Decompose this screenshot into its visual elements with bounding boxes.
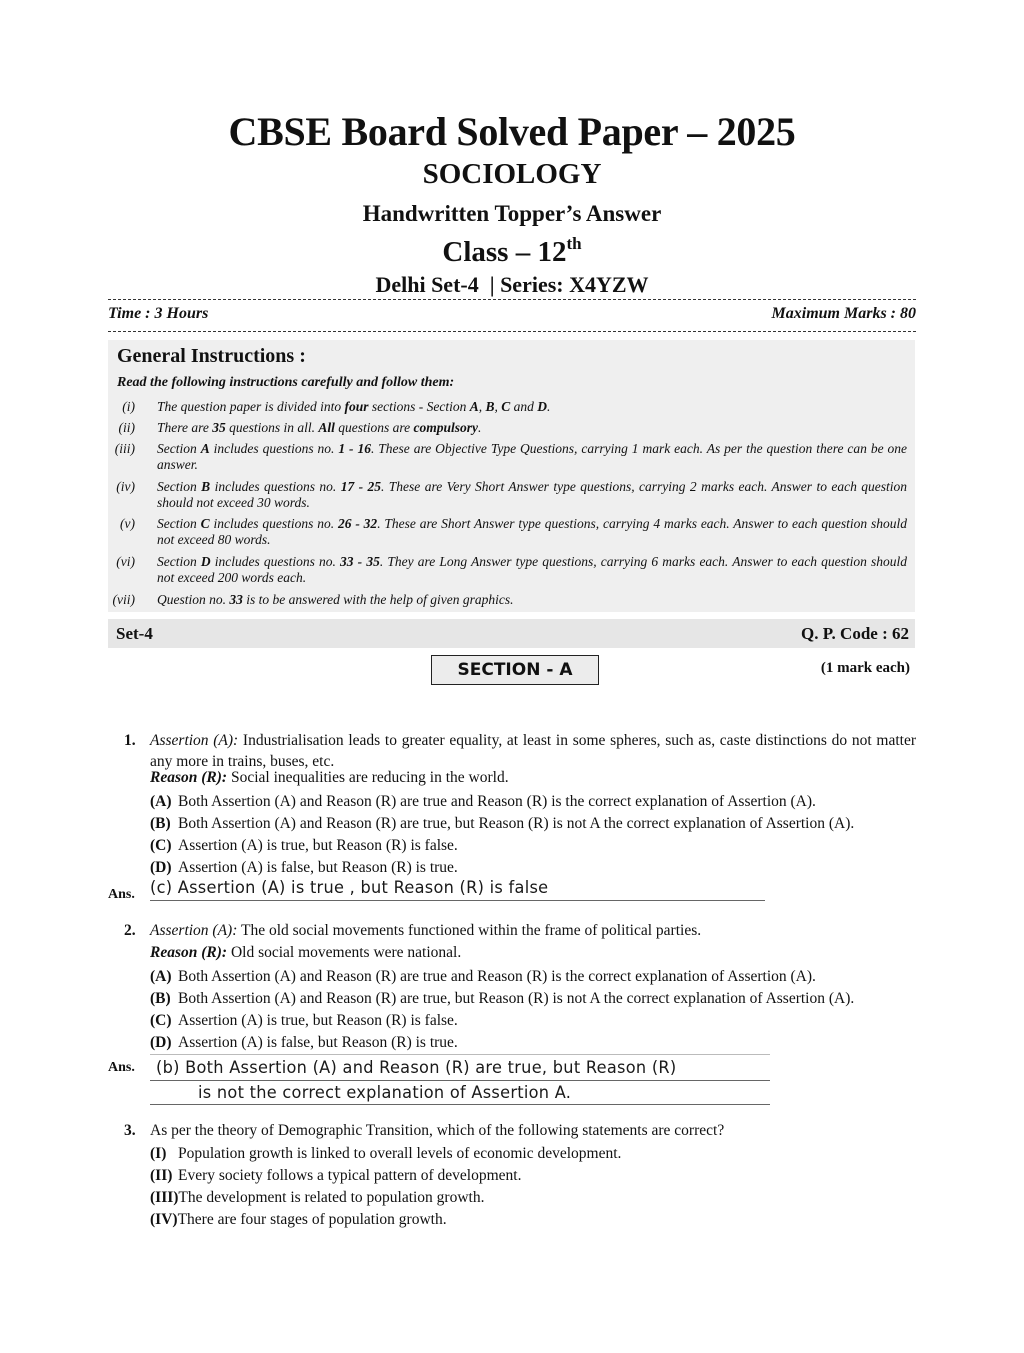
- assertion-text: [150, 920, 916, 941]
- dashed-divider: [108, 299, 916, 300]
- class-superscript: th: [566, 234, 582, 253]
- option-b: [150, 988, 854, 1009]
- instruction-number: (vi): [116, 554, 135, 569]
- section-marks-note: (1 mark each): [820, 660, 910, 676]
- option-key: (B): [150, 815, 171, 832]
- instruction-number: (iii): [114, 441, 135, 456]
- instruction-text: Section C includes questions no. 26 - 32. These are Short Answer type questions, carrying 4 marks each. Answer to each question should not exceed 80 words.: [157, 516, 907, 547]
- instruction-number: (v): [120, 516, 135, 531]
- set-code-bar: [108, 619, 915, 648]
- option-key: (II): [150, 1167, 173, 1184]
- reason-text: [150, 767, 916, 788]
- statement-ii: [150, 1165, 521, 1186]
- option-text: Both Assertion (A) and Reason (R) are true and Reason (R) is the correct explanation of Assertion (A).: [178, 968, 816, 985]
- reason-body: Old social movements were national.: [227, 944, 462, 961]
- statement-i: [150, 1143, 621, 1164]
- option-key: (C): [150, 837, 172, 854]
- answer-label: Ans.: [108, 887, 135, 902]
- instruction-text: There are 35 questions in all. All questions are compulsory.: [157, 420, 482, 435]
- option-text: Assertion (A) is true, but Reason (R) is false.: [178, 1012, 458, 1029]
- time-marks-row: [108, 305, 916, 323]
- instruction-number: (ii): [118, 420, 135, 435]
- question-number: 3.: [124, 1122, 136, 1139]
- instruction-number: (vii): [112, 592, 135, 607]
- option-c: [150, 1010, 458, 1031]
- option-text: Both Assertion (A) and Reason (R) are true and Reason (R) is the correct explanation of Assertion (A).: [178, 793, 816, 810]
- option-d: [150, 1032, 458, 1053]
- instruction-number: (iv): [116, 479, 135, 494]
- assertion-label: Assertion (A):: [150, 732, 239, 749]
- assertion-text: [150, 730, 916, 772]
- option-a: [150, 791, 816, 812]
- reason-text: [150, 942, 916, 963]
- question-paper-code: Q. P. Code : 62: [801, 624, 909, 643]
- instructions-title: General Instructions :: [117, 345, 306, 367]
- instruction-text: Section B includes questions no. 17 - 25. These are Very Short Answer type questions, carrying 2 marks each. Answer to each question should not exceed 30 words.: [157, 479, 907, 510]
- instruction-text: Question no. 33 is to be answered with the help of given graphics.: [157, 592, 514, 607]
- assertion-body: The old social movements functioned within the frame of political parties.: [237, 922, 702, 939]
- general-instructions-panel: [108, 340, 915, 612]
- statement-iv: [150, 1209, 447, 1230]
- question-number: 1.: [124, 732, 136, 749]
- option-key: (IV): [150, 1211, 178, 1228]
- option-b: [150, 813, 854, 834]
- option-text: The development is related to population growth.: [178, 1189, 485, 1206]
- option-text: Population growth is linked to overall levels of economic development.: [178, 1145, 622, 1162]
- subject-heading: SOCIOLOGY: [422, 158, 602, 190]
- option-key: (B): [150, 990, 171, 1007]
- instruction-text: Section A includes questions no. 1 - 16. These are Objective Type Questions, carrying 1 mark each. As per the question there can be one answer.: [157, 441, 907, 472]
- answer-label: Ans.: [108, 1060, 135, 1075]
- class-heading: [0, 236, 1024, 269]
- set-label: Set-4: [116, 624, 153, 643]
- section-heading-box: SECTION - A: [431, 655, 599, 685]
- answer-rule: [150, 1054, 770, 1055]
- assertion-label: Assertion (A):: [150, 922, 238, 939]
- reason-body: Social inequalities are reducing in the world.: [227, 769, 509, 786]
- option-key: (A): [150, 968, 172, 985]
- reason-label: Reason (R):: [150, 769, 228, 786]
- reason-label: Reason (R):: [150, 944, 228, 961]
- option-key: (C): [150, 1012, 172, 1029]
- handwritten-answer-line-2: is not the correct explanation of Assertion A.: [198, 1083, 572, 1103]
- answer-rule: [150, 900, 765, 901]
- dashed-divider: [108, 331, 916, 332]
- option-key: (D): [150, 859, 172, 876]
- maximum-marks: Maximum Marks : 80: [771, 305, 916, 322]
- option-text: Both Assertion (A) and Reason (R) are true, but Reason (R) is not A the correct explanation of Assertion (A).: [178, 815, 855, 832]
- option-text: Both Assertion (A) and Reason (R) are true, but Reason (R) is not A the correct explanation of Assertion (A).: [178, 990, 855, 1007]
- option-key: (I): [150, 1145, 167, 1162]
- class-label: Class – 12: [442, 236, 567, 268]
- option-text: Assertion (A) is false, but Reason (R) is true.: [178, 1034, 458, 1051]
- instruction-text: The question paper is divided into four sections - Section A, B, C and D.: [157, 399, 551, 414]
- instruction-number: (i): [122, 399, 135, 414]
- question-number: 2.: [124, 922, 136, 939]
- option-a: [150, 966, 816, 987]
- option-c: [150, 835, 458, 856]
- statement-iii: [150, 1187, 484, 1208]
- option-text: Assertion (A) is false, but Reason (R) is true.: [178, 859, 458, 876]
- option-key: (A): [150, 793, 172, 810]
- instruction-text: Section D includes questions no. 33 - 35. They are Long Answer type questions, carrying 6 marks each. Answer to each question should not exceed 200 words each.: [157, 554, 907, 585]
- question-stem: As per the theory of Demographic Transition, which of the following statements are correct?: [150, 1122, 725, 1139]
- option-key: (III): [150, 1189, 179, 1206]
- instructions-lead: Read the following instructions carefully and follow them:: [117, 375, 455, 390]
- option-d: [150, 857, 458, 878]
- option-text: Every society follows a typical pattern of development.: [178, 1167, 522, 1184]
- option-text: There are four stages of population growth.: [177, 1211, 447, 1228]
- option-key: (D): [150, 1034, 172, 1051]
- answer-rule: [150, 1104, 770, 1105]
- option-text: Assertion (A) is true, but Reason (R) is false.: [178, 837, 458, 854]
- answer-rule: [150, 1080, 770, 1081]
- handwritten-answer-line-1: (b) Both Assertion (A) and Reason (R) are true, but Reason (R): [156, 1058, 677, 1078]
- time-allowed: Time : 3 Hours: [108, 305, 209, 322]
- paper-subtitle: Handwritten Topper’s Answer: [362, 201, 662, 226]
- paper-title: CBSE Board Solved Paper – 2025: [228, 109, 796, 154]
- set-series-line: Delhi Set-4 | Series: X4YZW: [375, 272, 649, 297]
- assertion-body: Industrialisation leads to greater equality, at least in some spheres, such as, caste distinctions do not matter any more in trains, buses, etc.: [150, 732, 916, 770]
- handwritten-answer: (c) Assertion (A) is true , but Reason (R) is false: [150, 878, 549, 898]
